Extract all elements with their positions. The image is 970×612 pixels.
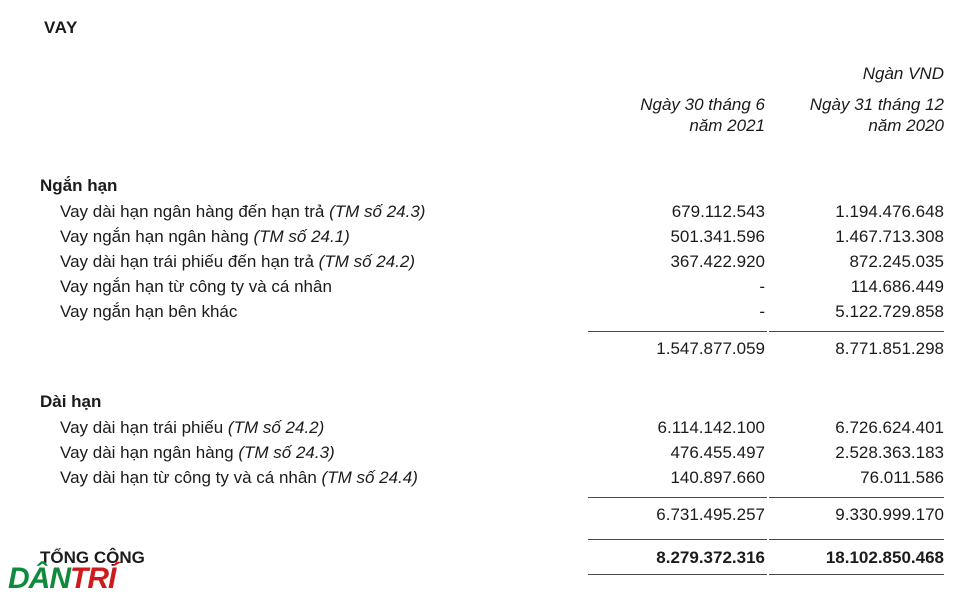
row-note-ref: (TM số 24.4) [321,468,418,487]
row-label-text: Vay dài hạn ngân hàng [60,443,234,462]
row-value-period-2: 1.467.713.308 [835,227,944,246]
column-header-period-1 [588,94,767,138]
header-spacer [40,94,588,138]
table-row [40,199,948,224]
grand-total-value-period-1: 8.279.372.316 [656,548,765,567]
subtotal-rule-long-term [40,490,948,498]
row-value-period-1: - [759,302,765,321]
column-header-period-2 [767,94,948,138]
row-label-text: Vay ngắn hạn ngân hàng [60,227,249,246]
row-note-ref: (TM số 24.2) [318,252,416,271]
row-value-period-1: 679.112.543 [671,202,765,221]
column-header-period-1-line2: năm 2021 [689,116,765,135]
row-label-text: Vay dài hạn ngân hàng đến hạn trả [60,202,325,221]
row-label-text: Vay dài hạn trái phiếu đến hạn trả [60,252,314,271]
column-header-period-1-line1: Ngày 30 tháng 6 [640,95,765,114]
row-value-period-2: 114.686.449 [850,277,944,296]
row-value-period-2: 2.528.363.183 [835,443,944,462]
row-value-period-1: 501.341.596 [670,227,765,246]
row-value-period-1: 476.455.497 [670,443,765,462]
page-title: VAY [44,18,78,37]
table-row [40,274,948,299]
group-heading-short-term-label: Ngắn hạn [40,176,118,195]
borrowings-table [40,64,948,575]
grand-total-rule-top [40,532,948,540]
row-value-period-1: 367.422.920 [670,252,765,271]
subtotal-value-period-1: 6.731.495.257 [656,505,765,524]
watermark-text-dan: DÂN [8,562,70,595]
column-header-period-2-line2: năm 2020 [868,116,944,135]
group-heading-short-term [40,172,948,199]
subtotal-row-long-term [40,498,948,532]
row-value-period-2: 1.194.476.648 [835,202,944,221]
row-label-text: Vay ngắn hạn bên khác [60,302,238,321]
row-label-text: Vay dài hạn trái phiếu [60,418,224,437]
row-value-period-1: 6.114.142.100 [657,418,765,437]
column-header-period-2-line1: Ngày 31 tháng 12 [809,95,944,114]
grand-total-rule-bottom [40,568,948,575]
row-label [40,224,588,249]
subtotal-value-period-2: 8.771.851.298 [835,339,944,358]
row-label [40,199,588,224]
spacer-row [40,138,948,172]
row-label [40,415,588,440]
row-label [40,299,588,324]
table-row [40,440,948,465]
row-note-ref: (TM số 24.3) [238,443,335,462]
row-label [40,465,588,490]
row-label-text: Vay dài hạn từ công ty và cá nhân [60,468,317,487]
row-note-ref: (TM số 24.2) [227,418,325,437]
row-value-period-2: 5.122.729.858 [835,302,944,321]
row-value-period-2: 872.245.035 [849,252,944,271]
subtotal-value-period-2: 9.330.999.170 [835,505,944,524]
table-row [40,224,948,249]
row-note-ref: (TM số 24.3) [329,202,426,221]
row-value-period-2: 6.726.624.401 [835,418,944,437]
row-note-ref: (TM số 24.1) [253,227,350,246]
grand-total-label: TỔNG CỘNG [40,548,145,567]
spacer-row [40,366,948,388]
row-label-text: Vay ngắn hạn từ công ty và cá nhân [60,277,332,296]
table-row [40,249,948,274]
grand-total-value-period-2: 18.102.850.468 [825,548,944,567]
subtotal-row-short-term [40,332,948,366]
table-row [40,465,948,490]
row-label [40,274,588,299]
unit-label: Ngàn VND [862,64,944,83]
row-value-period-1: 140.897.660 [670,468,765,487]
unit-spacer [40,64,588,94]
watermark-text-tri: TRÍ [70,562,116,595]
row-value-period-1: - [759,277,765,296]
row-label [40,440,588,465]
subtotal-value-period-1: 1.547.877.059 [656,339,765,358]
grand-total-row [40,540,948,568]
unit-spacer-2 [588,64,767,94]
subtotal-rule-short-term [40,324,948,332]
group-heading-long-term-label: Dài hạn [40,392,102,411]
row-label [40,249,588,274]
table-row [40,415,948,440]
group-heading-long-term [40,388,948,415]
table-row [40,299,948,324]
unit-row [40,64,948,94]
column-header-row [40,94,948,138]
row-value-period-2: 76.011.586 [860,468,944,487]
